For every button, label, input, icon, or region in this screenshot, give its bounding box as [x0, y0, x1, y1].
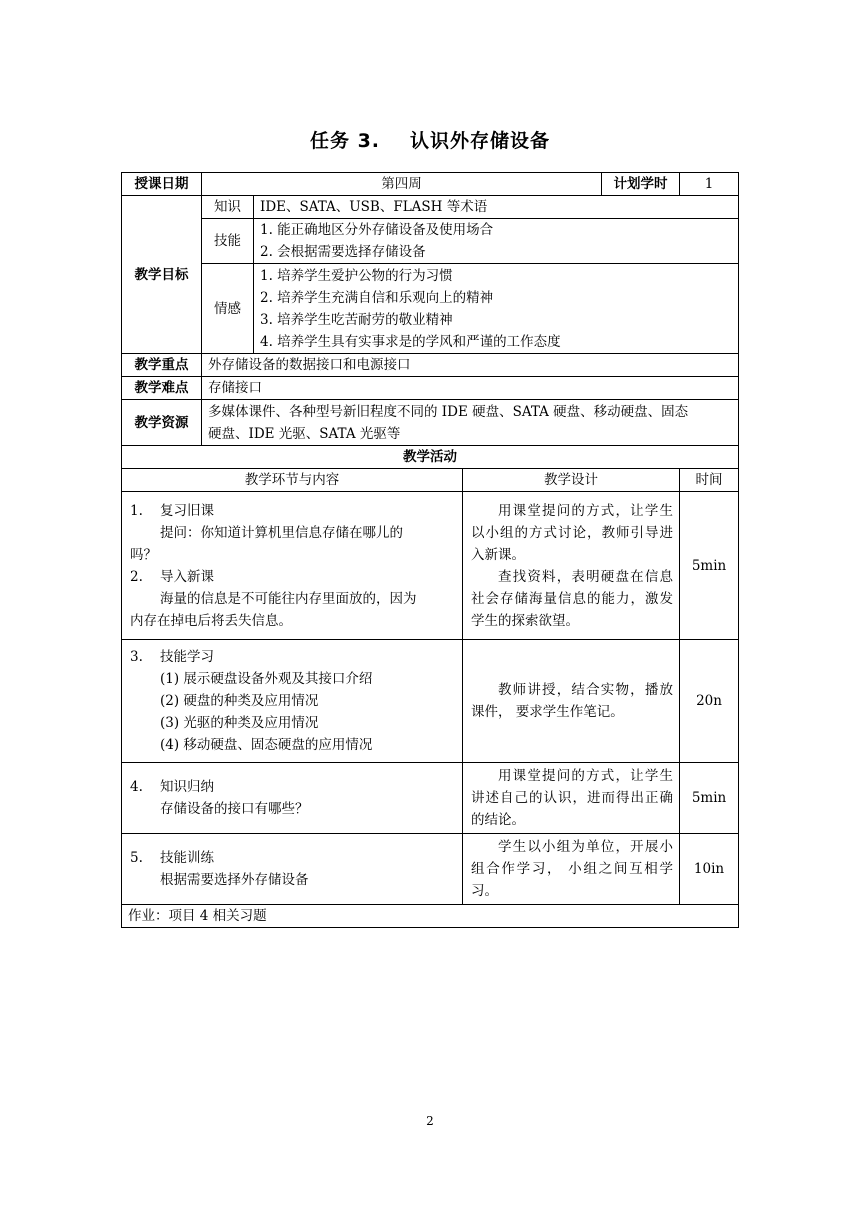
activity-line: 内存在掉电后将丢失信息。: [130, 612, 292, 629]
activity-item: (3) 光驱的种类及应用情况: [160, 715, 319, 731]
homework-text: 作业：项目 4 相关习题: [122, 905, 739, 928]
focus-label: 教学重点: [122, 354, 202, 377]
activity-row: [122, 492, 739, 640]
activity-design: [463, 834, 680, 905]
activity-line: 提问：你知道计算机里信息存储在哪儿的: [160, 524, 403, 541]
skills-list: [254, 219, 739, 264]
step-number: 1.: [130, 502, 143, 519]
step-number: 2.: [130, 568, 143, 585]
activities-columns-row: [122, 469, 739, 492]
hours-value: 1: [680, 173, 739, 196]
activity-content: [122, 763, 463, 834]
column-header-design: 教学设计: [463, 469, 680, 492]
activity-step-title: [130, 776, 458, 798]
date-label: 授课日期: [122, 173, 202, 196]
activity-content: [122, 834, 463, 905]
activity-design: [463, 763, 680, 834]
resources-line: 硬盘、IDE 光驱、SATA 光驱等: [208, 425, 401, 442]
activities-heading-row: [122, 446, 739, 469]
activity-design: [463, 640, 680, 763]
activity-time: 5min: [680, 763, 739, 834]
design-paragraph: 教师讲授，结合实物，播放课件， 要求学生作笔记。: [471, 682, 674, 720]
activity-row: [122, 640, 739, 763]
design-paragraph: 查找资料，表明硬盘在信息社会存储海量信息的能力，激发学生的探索欲望。: [471, 568, 674, 629]
step-number: 4.: [130, 779, 143, 795]
activity-content: [122, 640, 463, 763]
resources-line: 多媒体课件、各种型号新旧程度不同的 IDE 硬盘、SATA 硬盘、移动硬盘、固态: [208, 403, 689, 420]
column-header-time: 时间: [680, 469, 739, 492]
resources-text: [202, 400, 739, 446]
objective-emotion-row: [122, 264, 739, 354]
activity-content: [122, 492, 463, 640]
design-paragraph: 学生以小组为单位，开展小组合作学习， 小组之间互相学习。: [471, 839, 674, 899]
activity-time: 10in: [680, 834, 739, 905]
activity-step-title: [130, 847, 458, 869]
page-title: [0, 126, 860, 153]
resources-label: 教学资源: [122, 400, 202, 446]
hours-label: 计划学时: [602, 173, 680, 196]
objectives-label: 教学目标: [122, 196, 202, 354]
activity-time: 5min: [680, 492, 739, 640]
objective-skills-row: [122, 219, 739, 264]
objective-knowledge-row: [122, 196, 739, 219]
focus-text: 外存储设备的数据接口和电源接口: [202, 354, 739, 377]
step-title: 技能训练: [160, 850, 214, 866]
focus-row: [122, 354, 739, 377]
activity-item: (1) 展示硬盘设备外观及其接口介绍: [160, 671, 373, 687]
activity-row: [122, 763, 739, 834]
page-number: 2: [426, 1114, 434, 1128]
step-title: 知识归纳: [160, 779, 214, 795]
activity-item: (2) 硬盘的种类及应用情况: [160, 693, 319, 709]
column-header-content: 教学环节与内容: [122, 469, 463, 492]
emotion-label: 情感: [202, 264, 254, 354]
activity-step-title: [130, 646, 458, 668]
emotion-list: [254, 264, 739, 354]
activity-time: 20n: [680, 640, 739, 763]
step-title: 导入新课: [160, 568, 214, 585]
step-title: 技能学习: [160, 649, 214, 665]
activity-row: [122, 834, 739, 905]
skills-label: 技能: [202, 219, 254, 264]
activity-line: 吗？: [130, 546, 157, 563]
task-name: 认识外存储设备: [410, 130, 551, 152]
design-paragraph: 用课堂提问的方式，让学生以小组的方式讨论，教师引导进入新课。: [471, 502, 674, 563]
skills-item: 2. 会根据需要选择存储设备: [260, 244, 426, 260]
step-number: 5.: [130, 850, 143, 866]
activity-step-title: [130, 500, 458, 522]
activity-line: 海量的信息是不可能往内存里面放的，因为: [160, 590, 417, 607]
date-row: [122, 173, 739, 196]
knowledge-text: IDE、SATA、USB、FLASH 等术语: [254, 196, 739, 219]
difficulty-row: [122, 377, 739, 400]
skills-item: 1. 能正确地区分外存储设备及使用场合: [260, 222, 494, 238]
activity-item: (4) 移动硬盘、固态硬盘的应用情况: [160, 737, 373, 753]
emotion-item: 2. 培养学生充满自信和乐观向上的精神: [260, 289, 494, 306]
lesson-plan-table: [121, 172, 739, 928]
emotion-item: 1. 培养学生爱护公物的行为习惯: [260, 267, 453, 284]
activity-line: 存储设备的接口有哪些？: [160, 801, 309, 817]
difficulty-text: 存储接口: [202, 377, 739, 400]
emotion-item: 3. 培养学生吃苦耐劳的敬业精神: [260, 311, 453, 328]
step-title: 复习旧课: [160, 502, 214, 519]
resources-row: [122, 400, 739, 446]
step-number: 3.: [130, 649, 143, 665]
activity-line: 根据需要选择外存储设备: [160, 872, 309, 888]
knowledge-label: 知识: [202, 196, 254, 219]
difficulty-label: 教学难点: [122, 377, 202, 400]
design-paragraph: 用课堂提问的方式，让学生讲述自己的认识，进而得出正确的结论。: [471, 768, 674, 828]
task-number: 任务 3.: [309, 130, 381, 152]
activities-heading: 教学活动: [122, 446, 739, 469]
emotion-item: 4. 培养学生具有实事求是的学风和严谨的工作态度: [260, 333, 561, 350]
activity-step-title: [130, 566, 458, 588]
activity-design: [463, 492, 680, 640]
date-value: 第四周: [202, 173, 602, 196]
homework-row: [122, 905, 739, 928]
